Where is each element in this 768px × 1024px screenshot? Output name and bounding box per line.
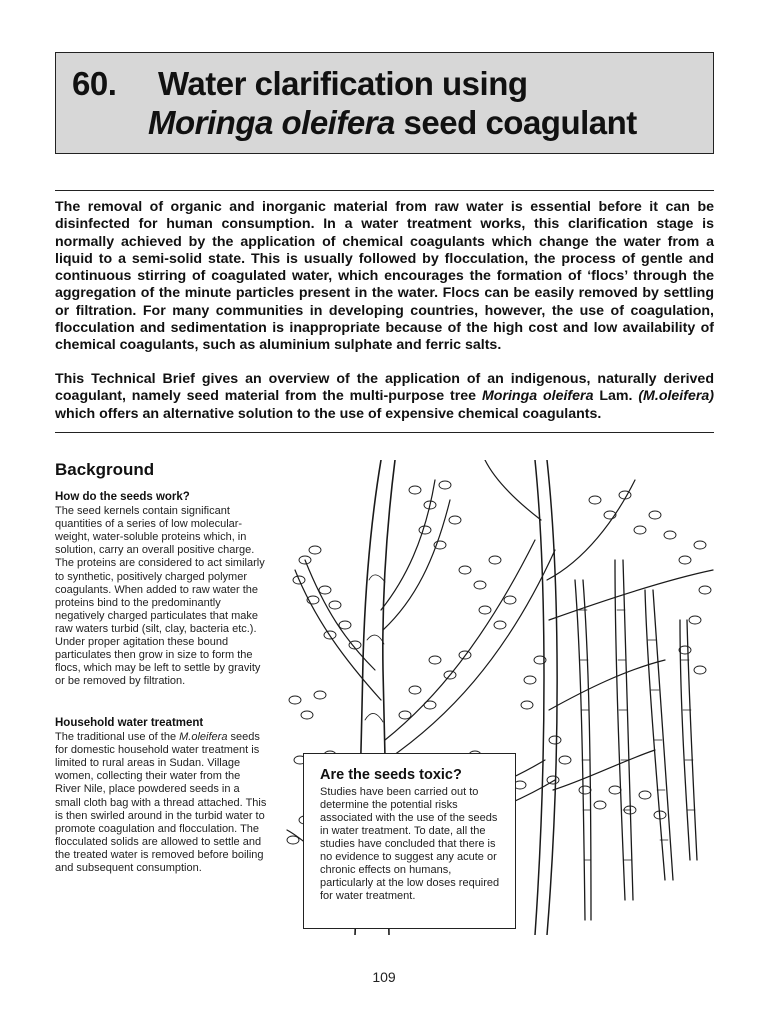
divider-top <box>55 190 714 191</box>
page-title-line1: Water clarification using <box>158 65 528 102</box>
seeds-heading: How do the seeds work? <box>55 491 190 503</box>
toxic-callout-box <box>303 753 516 929</box>
intro-p2-abbrev: (M.oleifera) <box>638 388 715 405</box>
toxic-heading: Are the seeds toxic? <box>320 767 462 783</box>
intro-p2-start: This Technical Brief gives an overview of the application of an indigenous, naturally derived coagulant, namely seed material from the multi-purpose tree <box>55 371 714 405</box>
title-banner <box>55 52 714 154</box>
intro-p2-end: which offers an alternative solution to the use of expensive chemical coagulants. <box>55 405 602 422</box>
household-heading: Household water treatment <box>55 717 204 729</box>
background-heading: Background <box>55 460 155 479</box>
section-number: 60. <box>72 65 117 102</box>
title-species-name: Moringa oleifera <box>148 104 395 141</box>
seeds-section <box>55 491 267 688</box>
page-number: 109 <box>372 969 396 985</box>
household-section <box>55 717 267 875</box>
divider-bottom <box>55 432 714 433</box>
seeds-body: The seed kernels contain significant quantities of a series of low molecular-weight, water-soluble proteins which, in solution, carry an overall positive charge. The proteins are considered to act similarly to synthetic, positively charged polymer coagulants. When added to raw water the proteins bind to the predominantly negatively charged particulates that make raw waters turbid (silt, clay, bacteria etc.). Under proper agitation these bound particulates then grow in size to form the flocs, which may be left to settle by gravity or be removed by filtration. <box>55 505 265 688</box>
toxic-body: Studies have been carried out to determine the potential risks associated with the use of the seeds in water treatment. To date, all the studies have concluded that there is no evidence to suggest any acute or chronic effects on humans, particularly at the low doses required for water treatment. <box>320 786 500 902</box>
intro-p2-species: Moringa oleifera <box>481 388 594 405</box>
page-title-line2 <box>148 106 637 139</box>
intro-p2-mid: Lam. <box>593 388 639 405</box>
household-species: M.oleifera <box>179 731 228 744</box>
household-body <box>55 731 267 875</box>
intro-paragraph-2 <box>55 371 714 423</box>
household-body-start: The traditional use of the <box>55 731 180 744</box>
household-body-end: seeds for domestic household water treatment is limited to rural areas in Sudan. Village women, collecting their water from the River Nile, place powdered seeds in a small cloth bag with a thread attached. This is then swirled around in the turbid water to promote coagulation and flocculation. The flocculated solids are allowed to settle and the treated water is removed before boiling and subsequent consumption. <box>55 731 267 875</box>
intro-paragraph-1: The removal of organic and inorganic material from raw water is essential before it can be disinfected for human consumption. In a water treatment works, this clarification stage is normally achieved by the application of chemical coagulants which change the water from a liquid to a semi-solid state. This is usually followed by flocculation, the process of gentle and continuous stirring of coagulated water, which encourages the formation of ‘flocs’ through the aggregation of the minute particles present in the water. Flocs can be easily removed by settling or filtration. For many communities in developing countries, however, the use of coagulation, flocculation and sedimentation is inappropriate because of the high cost and low availability of chemical coagulants, such as aluminium sulphate and ferric salts. <box>55 199 714 354</box>
title-line2-rest: seed coagulant <box>394 104 637 141</box>
